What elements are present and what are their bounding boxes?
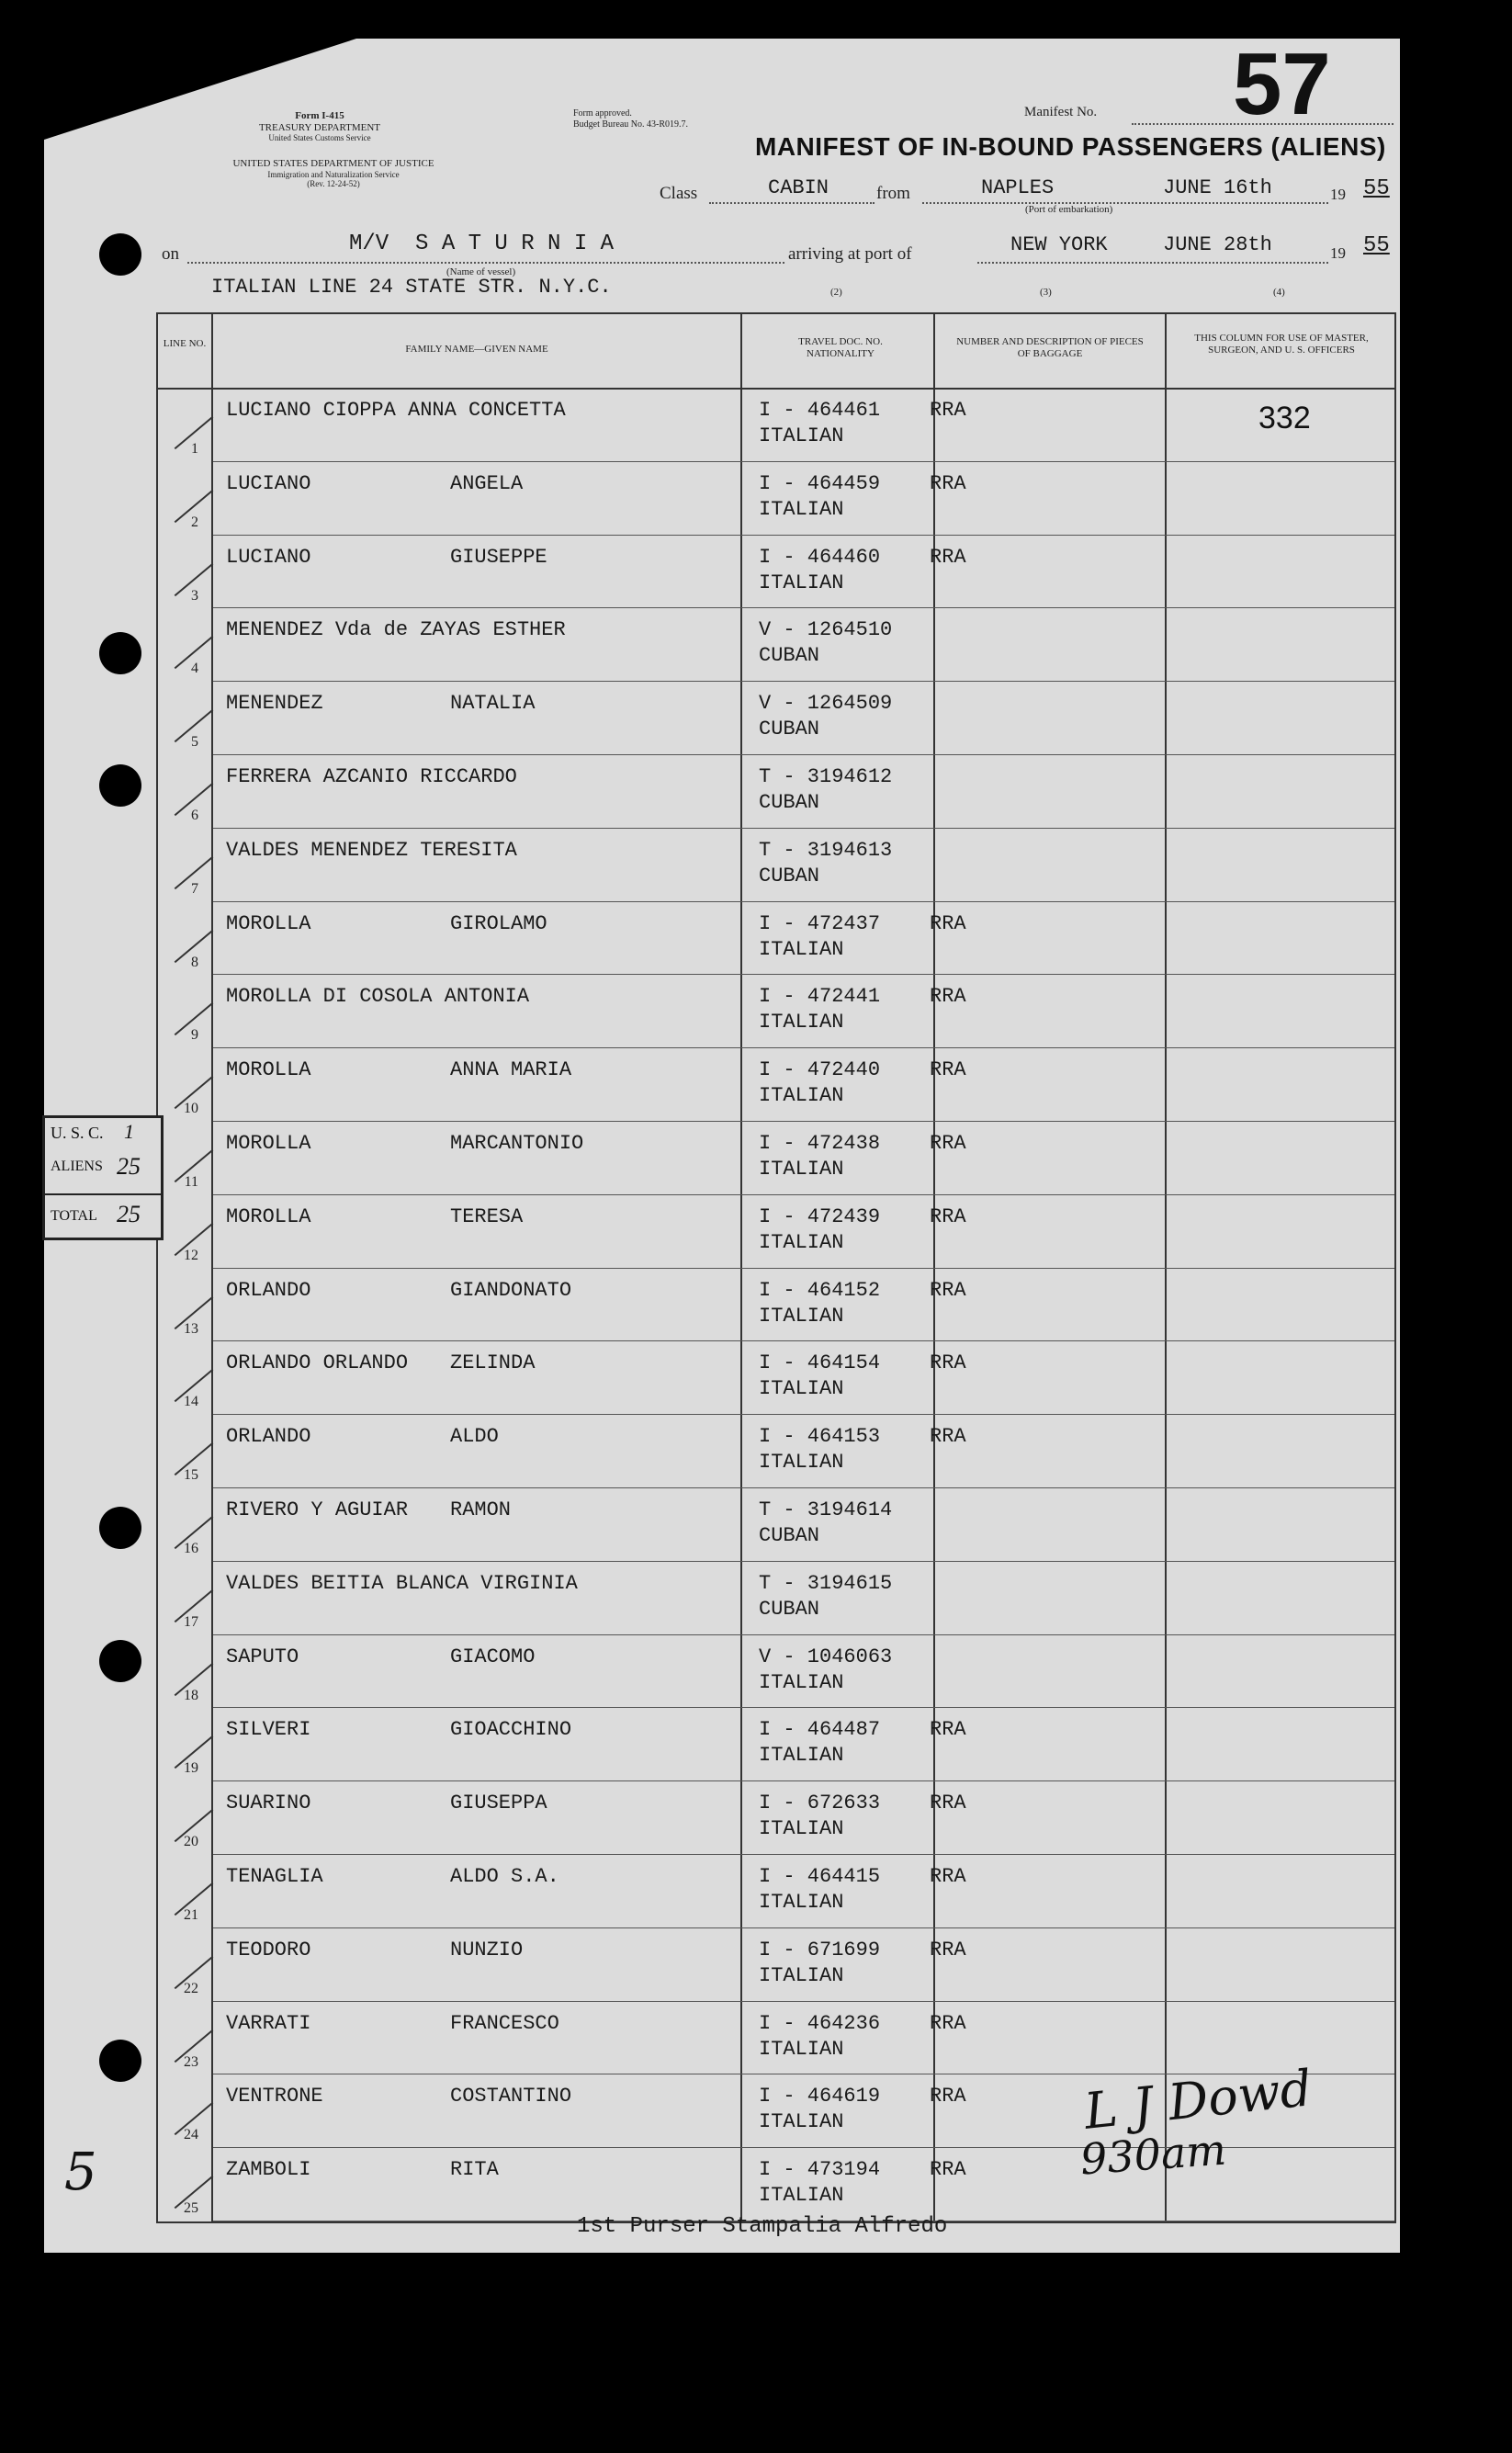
nationality: ITALIAN — [759, 1011, 844, 1034]
manifest-number: 57 — [1233, 35, 1331, 133]
vessel-name: M/V S A T U R N I A — [349, 232, 615, 256]
family-name: ORLANDO — [226, 1425, 311, 1449]
given-name: COSTANTINO — [450, 2085, 572, 2108]
line-number: 15 — [184, 1467, 198, 1484]
binder-hole — [99, 1507, 141, 1549]
nationality: CUBAN — [759, 1524, 820, 1547]
baggage: RRA — [930, 2085, 966, 2108]
binder-hole — [99, 632, 141, 674]
nationality: ITALIAN — [759, 1817, 844, 1841]
from-port: NAPLES — [981, 176, 1055, 199]
total-value: 25 — [117, 1201, 141, 1227]
travel-doc-no: I - 472438 — [759, 1132, 881, 1155]
row-rule — [213, 1047, 1394, 1048]
baggage: RRA — [930, 1425, 966, 1449]
travel-doc-no: T - 3194612 — [759, 765, 893, 788]
given-name: NATALIA — [450, 692, 536, 716]
line-number: 20 — [184, 1834, 198, 1850]
customs-service: United States Customs Service — [268, 133, 371, 143]
from-label: from — [876, 184, 910, 203]
nationality: ITALIAN — [759, 2184, 844, 2208]
total-label: TOTAL — [51, 1208, 97, 1224]
on-label: on — [162, 244, 179, 264]
line-number: 1 — [191, 441, 198, 457]
baggage: RRA — [930, 1351, 966, 1375]
arrival-date: JUNE 28th — [1163, 233, 1272, 256]
binder-hole — [99, 764, 141, 807]
line-number: 24 — [184, 2127, 198, 2143]
line-number: 7 — [191, 880, 198, 897]
row-rule — [213, 1121, 1394, 1122]
col-header-line-no: LINE NO. — [163, 338, 207, 349]
col-num-3: (3) — [1040, 287, 1052, 298]
family-name: MOROLLA — [226, 1204, 311, 1228]
line-number: 8 — [191, 954, 198, 970]
row-rule — [213, 1780, 1394, 1781]
col-header-name: FAMILY NAME—GIVEN NAME — [405, 344, 548, 355]
baggage: RRA — [930, 1792, 966, 1815]
family-name: RIVERO Y AGUIAR — [226, 1498, 409, 1521]
col-num-2: (2) — [830, 287, 842, 298]
vessel-caption: (Name of vessel) — [446, 266, 516, 277]
family-name: VENTRONE — [226, 2085, 323, 2108]
manifest-title: MANIFEST OF IN-BOUND PASSENGERS (ALIENS) — [755, 132, 1386, 161]
year-prefix: 19 — [1330, 186, 1346, 203]
aliens-value: 25 — [117, 1153, 141, 1180]
line-number: 12 — [184, 1247, 198, 1263]
nationality: CUBAN — [759, 864, 820, 887]
line-number: 17 — [184, 1613, 198, 1630]
family-name: TENAGLIA — [226, 1865, 323, 1888]
stamp-divider — [45, 1193, 161, 1195]
class-line — [709, 202, 874, 204]
given-name: TERESA — [450, 1204, 524, 1228]
line-number: 11 — [184, 1174, 198, 1190]
travel-doc-no: I - 464461 — [759, 399, 881, 422]
travel-doc-no: I - 464459 — [759, 471, 881, 495]
nationality: ITALIAN — [759, 1744, 844, 1768]
given-name: NUNZIO — [450, 1938, 524, 1961]
given-name: RITA — [450, 2158, 499, 2182]
travel-doc-no: T - 3194615 — [759, 1571, 893, 1595]
row-rule — [213, 1634, 1394, 1635]
family-name: MOROLLA — [226, 1132, 311, 1155]
travel-doc-no: I - 464154 — [759, 1351, 881, 1375]
nationality: ITALIAN — [759, 1963, 844, 1987]
form-number: Form I-415 — [295, 110, 344, 121]
purser-footer: 1st Purser Stampalia Alfredo — [577, 2214, 948, 2239]
given-name: FRANCESCO — [450, 2011, 559, 2035]
given-name: MARCANTONIO — [450, 1132, 584, 1155]
nationality: CUBAN — [759, 718, 820, 741]
travel-doc-no: T - 3194613 — [759, 838, 893, 862]
row-rule — [213, 1268, 1394, 1269]
form-approved: Form approved. — [573, 108, 632, 119]
baggage: RRA — [930, 2158, 966, 2182]
nationality: CUBAN — [759, 1597, 820, 1621]
arriving-label: arriving at port of — [788, 244, 912, 264]
given-name: GIACOMO — [450, 1645, 536, 1668]
ins-service: Immigration and Naturalization Service — [267, 169, 400, 179]
nationality: ITALIAN — [759, 1230, 844, 1254]
nationality: ITALIAN — [759, 2037, 844, 2061]
family-name: MENENDEZ Vda de ZAYAS ESTHER — [226, 618, 566, 642]
family-name: ORLANDO ORLANDO — [226, 1351, 409, 1375]
aliens-label: ALIENS — [51, 1159, 103, 1174]
nationality: ITALIAN — [759, 1377, 844, 1401]
nationality: ITALIAN — [759, 424, 844, 447]
table-top-rule — [156, 312, 1396, 314]
family-name: VARRATI — [226, 2011, 311, 2035]
from-line — [922, 202, 1328, 204]
line-number: 13 — [184, 1320, 198, 1337]
row-rule — [213, 681, 1394, 682]
baggage: RRA — [930, 1204, 966, 1228]
nationality: ITALIAN — [759, 2110, 844, 2134]
travel-doc-no: V - 1046063 — [759, 1645, 893, 1668]
travel-doc-no: I - 473194 — [759, 2158, 881, 2182]
row-rule — [213, 1414, 1394, 1415]
binder-hole — [99, 233, 141, 276]
budget-bureau: Budget Bureau No. 43-R019.7. — [573, 119, 688, 130]
baggage: RRA — [930, 1718, 966, 1742]
line-number: 23 — [184, 2053, 198, 2070]
approval-block — [573, 108, 812, 130]
family-name: ZAMBOLI — [226, 2158, 311, 2182]
arrival-year: 55 — [1363, 233, 1390, 258]
binder-hole — [99, 2040, 141, 2082]
family-name: MENENDEZ — [226, 692, 323, 716]
baggage: RRA — [930, 399, 966, 422]
nationality: ITALIAN — [759, 1891, 844, 1914]
table-right-rule — [1394, 312, 1396, 2223]
nationality: ITALIAN — [759, 497, 844, 521]
port-caption: (Port of embarkation) — [1025, 204, 1113, 215]
row-rule — [213, 754, 1394, 755]
binder-hole — [99, 1640, 141, 1682]
given-name: GIROLAMO — [450, 911, 547, 935]
nationality: ITALIAN — [759, 1158, 844, 1181]
line-number: 9 — [191, 1027, 198, 1044]
travel-doc-no: I - 464153 — [759, 1425, 881, 1449]
arrival-port: NEW YORK — [1010, 233, 1108, 256]
class-value: CABIN — [768, 176, 829, 199]
nationality: ITALIAN — [759, 1304, 844, 1328]
baggage: RRA — [930, 1278, 966, 1302]
line-number: 14 — [184, 1394, 198, 1410]
row-rule — [213, 461, 1394, 462]
row-rule — [213, 1927, 1394, 1928]
treasury-dept: TREASURY DEPARTMENT — [258, 121, 381, 133]
row-rule — [213, 1194, 1394, 1195]
line-number: 22 — [184, 1980, 198, 1996]
row-rule — [213, 974, 1394, 975]
given-name: ANGELA — [450, 471, 524, 495]
given-name: GIUSEPPE — [450, 545, 547, 569]
nationality: ITALIAN — [759, 1084, 844, 1108]
table-left-rule — [156, 312, 158, 2223]
line-number: 2 — [191, 514, 198, 530]
family-name: MOROLLA DI COSOLA ANTONIA — [226, 985, 530, 1009]
given-name: ZELINDA — [450, 1351, 536, 1375]
nationality: ITALIAN — [759, 571, 844, 594]
family-name: VALDES BEITIA BLANCA VIRGINIA — [226, 1571, 578, 1595]
form-id-block — [209, 110, 430, 143]
baggage: RRA — [930, 911, 966, 935]
family-name: ORLANDO — [226, 1278, 311, 1302]
justice-block — [154, 158, 513, 188]
header-rule — [156, 388, 1396, 390]
col-num-4: (4) — [1273, 287, 1285, 298]
travel-doc-no: T - 3194614 — [759, 1498, 893, 1521]
travel-doc-no: V - 1264509 — [759, 692, 893, 716]
travel-doc-no: I - 671699 — [759, 1938, 881, 1961]
line-number: 16 — [184, 1541, 198, 1556]
row-rule — [213, 607, 1394, 608]
departure-date: JUNE 16th — [1163, 176, 1272, 199]
baggage: RRA — [930, 1865, 966, 1888]
travel-doc-no: I - 464487 — [759, 1718, 881, 1742]
given-name: RAMON — [450, 1498, 512, 1521]
nationality: ITALIAN — [759, 937, 844, 961]
justice-dept: UNITED STATES DEPARTMENT OF JUSTICE — [232, 158, 434, 169]
usc-value: 1 — [124, 1120, 134, 1143]
manifest-no-label: Manifest No. — [1024, 105, 1098, 119]
arrival-line — [977, 262, 1328, 264]
family-name: FERRERA AZCANIO RICCARDO — [226, 765, 517, 788]
line-number: 4 — [191, 661, 198, 677]
travel-doc-no: I - 464460 — [759, 545, 881, 569]
col-header-travel-doc: TRAVEL DOC. NO. NATIONALITY — [798, 336, 883, 360]
baggage: RRA — [930, 1938, 966, 1961]
family-name: MOROLLA — [226, 911, 311, 935]
family-name: SILVERI — [226, 1718, 311, 1742]
officer-note: 332 — [1258, 401, 1311, 435]
line-number: 3 — [191, 587, 198, 604]
vessel-line — [187, 262, 784, 264]
line-owner: ITALIAN LINE 24 STATE STR. N.Y.C. — [211, 276, 612, 299]
baggage: RRA — [930, 1058, 966, 1082]
nationality: CUBAN — [759, 644, 820, 668]
class-label: Class — [660, 184, 698, 203]
line-number: 21 — [184, 1907, 198, 1923]
travel-doc-no: I - 464619 — [759, 2085, 881, 2108]
usc-label: U. S. C. — [51, 1124, 104, 1142]
col-header-baggage: NUMBER AND DESCRIPTION OF PIECES OF BAGGAGE — [956, 336, 1144, 360]
nationality: ITALIAN — [759, 1451, 844, 1475]
line-number: 19 — [184, 1760, 198, 1777]
given-name: ALDO S.A. — [450, 1865, 559, 1888]
row-rule — [213, 1340, 1394, 1341]
family-name: LUCIANO — [226, 545, 311, 569]
alien-count-stamp — [42, 1115, 164, 1240]
travel-doc-no: I - 472440 — [759, 1058, 881, 1082]
row-rule — [213, 828, 1394, 829]
travel-doc-no: I - 472441 — [759, 985, 881, 1009]
given-name: ANNA MARIA — [450, 1058, 572, 1082]
given-name: GIANDONATO — [450, 1278, 572, 1302]
baggage: RRA — [930, 545, 966, 569]
family-name: SUARINO — [226, 1792, 311, 1815]
family-name: TEODORO — [226, 1938, 311, 1961]
row-rule — [213, 1561, 1394, 1562]
family-name: LUCIANO CIOPPA ANNA CONCETTA — [226, 399, 566, 422]
row-rule — [213, 1854, 1394, 1855]
family-name: MOROLLA — [226, 1058, 311, 1082]
nationality: ITALIAN — [759, 1670, 844, 1694]
baggage: RRA — [930, 471, 966, 495]
travel-doc-no: I - 472439 — [759, 1204, 881, 1228]
year-prefix: 19 — [1330, 244, 1346, 262]
baggage: RRA — [930, 985, 966, 1009]
travel-doc-no: I - 472437 — [759, 911, 881, 935]
inspector-signature: L J Dowd — [1081, 2059, 1315, 2141]
given-name: GIUSEPPA — [450, 1792, 547, 1815]
travel-doc-no: V - 1264510 — [759, 618, 893, 642]
travel-doc-no: I - 464152 — [759, 1278, 881, 1302]
departure-year: 55 — [1363, 176, 1390, 201]
line-number: 6 — [191, 808, 198, 823]
line-number: 25 — [184, 2200, 198, 2217]
row-rule — [213, 1707, 1394, 1708]
line-number: 5 — [191, 734, 198, 751]
nationality: CUBAN — [759, 791, 820, 814]
travel-doc-no: I - 464236 — [759, 2011, 881, 2035]
baggage: RRA — [930, 1132, 966, 1155]
row-rule — [213, 901, 1394, 902]
margin-note: 5 — [64, 2142, 97, 2202]
row-rule — [213, 1487, 1394, 1488]
family-name: VALDES MENENDEZ TERESITA — [226, 838, 517, 862]
col-header-officers: THIS COLUMN FOR USE OF MASTER, SURGEON, AND U. S. OFFICERS — [1194, 333, 1369, 356]
travel-doc-no: I - 672633 — [759, 1792, 881, 1815]
given-name: ALDO — [450, 1425, 499, 1449]
travel-doc-no: I - 464415 — [759, 1865, 881, 1888]
row-rule — [213, 535, 1394, 536]
family-name: LUCIANO — [226, 471, 311, 495]
family-name: SAPUTO — [226, 1645, 299, 1668]
signature-time: 930am — [1078, 2124, 1228, 2185]
row-rule — [213, 2001, 1394, 2002]
line-number: 18 — [184, 1687, 198, 1703]
given-name: GIOACCHINO — [450, 1718, 572, 1742]
baggage: RRA — [930, 2011, 966, 2035]
line-number: 10 — [184, 1101, 198, 1117]
revision: (Rev. 12-24-52) — [307, 178, 360, 188]
